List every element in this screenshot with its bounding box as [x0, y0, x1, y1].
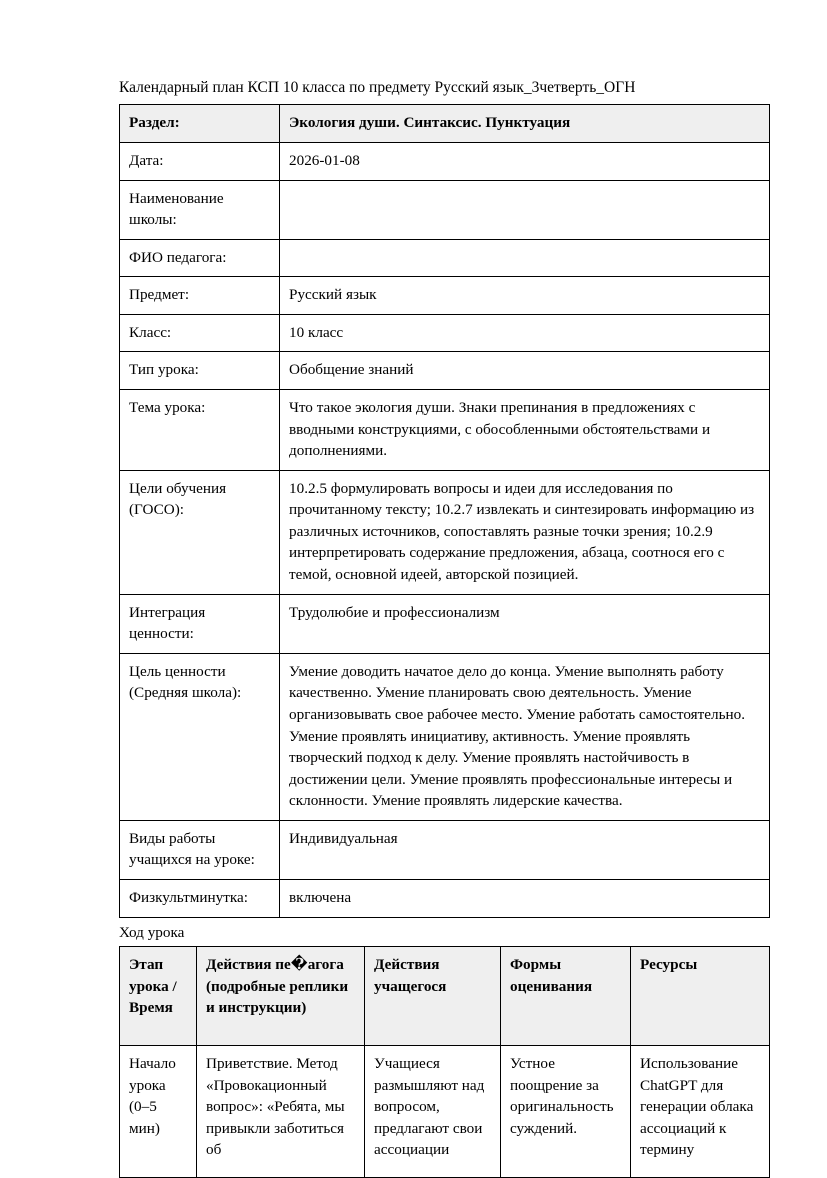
column-header-resources: Ресурсы [631, 947, 770, 1046]
table-row [120, 239, 770, 277]
info-label-school: Наименование школы: [120, 180, 280, 239]
table-row [120, 879, 770, 917]
info-value-value-integration: Трудолюбие и профессионализм [280, 594, 770, 653]
info-value-lesson-topic: Что такое экология души. Знаки препинания в предложениях с вводными конструкциями, с обособленными обстоятельствами и дополнениями. [280, 390, 770, 471]
info-value-work-types: Индивидуальная [280, 820, 770, 879]
info-value-subject: Русский язык [280, 277, 770, 315]
table-row [120, 142, 770, 180]
cell-assessment-forms: Устное поощрение за оригинальность суждений. [501, 1046, 631, 1178]
column-header-teacher-actions: Действия пе�агога (подробные реплики и инструкции) [197, 947, 365, 1046]
column-header-stage: Этап урока / Время [120, 947, 197, 1046]
info-value-data: 2026-01-08 [280, 142, 770, 180]
info-label-grade: Класс: [120, 314, 280, 352]
table-row [120, 180, 770, 239]
lesson-info-table-body [120, 105, 770, 917]
info-label-value-goal: Цель ценности (Средняя школа): [120, 653, 280, 820]
table-row [120, 390, 770, 471]
info-label-value-integration: Интеграция ценности: [120, 594, 280, 653]
info-label-razdel: Раздел: [120, 105, 280, 143]
table-header-row [120, 947, 770, 1046]
lesson-flow-caption: Ход урока [119, 923, 185, 941]
cell-resources: Использование ChatGPT для генерации облака ассоциаций к термину [631, 1046, 770, 1178]
table-row [120, 594, 770, 653]
table-row [120, 653, 770, 820]
table-row [120, 470, 770, 594]
info-label-lesson-type: Тип урока: [120, 352, 280, 390]
info-value-school [280, 180, 770, 239]
table-row [120, 314, 770, 352]
table-row [120, 820, 770, 879]
info-value-physical-break: включена [280, 879, 770, 917]
info-label-work-types: Виды работы учащихся на уроке: [120, 820, 280, 879]
info-value-value-goal: Умение доводить начатое дело до конца. Умение выполнять работу качественно. Умение планировать свою деятельность. Умение организовывать свое рабочее место. Умение работать самостоятельно. Умение проявлять инициативу, активность. Умение проявлять творческий подход к делу. Умение проявлять настойчивость в достижении цели. Умение проявлять профессиональные интересы и склонности. Умение проявлять лидерские качества. [280, 653, 770, 820]
info-value-razdel: Экология души. Синтаксис. Пунктуация [280, 105, 770, 143]
lesson-flow-table-head [120, 947, 770, 1046]
table-row [120, 277, 770, 315]
info-value-objectives: 10.2.5 формулировать вопросы и идеи для исследования по прочитанному тексту; 10.2.7 извлекать и синтезировать информацию из различных источников, сопоставлять разные точки зрения; 10.2.9 интерпретировать содержание предложения, абзаца, соотнося его с темой, основной идеей, авторской позицией. [280, 470, 770, 594]
lesson-flow-table [119, 946, 770, 1178]
info-label-subject: Предмет: [120, 277, 280, 315]
info-value-teacher-name [280, 239, 770, 277]
table-row [120, 352, 770, 390]
info-value-lesson-type: Обобщение знаний [280, 352, 770, 390]
cell-student-actions: Учащиеся размышляют над вопросом, предлагают свои ассоциации [365, 1046, 501, 1178]
table-row [120, 105, 770, 143]
table-row [120, 1046, 770, 1178]
info-label-data: Дата: [120, 142, 280, 180]
cell-stage: Начало урока (0–5 мин) [120, 1046, 197, 1178]
lesson-flow-table-body [120, 1046, 770, 1178]
column-header-student-actions: Действия учащегося [365, 947, 501, 1046]
page-title: Календарный план КСП 10 класса по предмету Русский язык_3четверть_ОГН [119, 79, 636, 96]
column-header-assessment-forms: Формы оценивания [501, 947, 631, 1046]
lesson-info-table [119, 104, 770, 917]
info-label-lesson-topic: Тема урока: [120, 390, 280, 471]
info-label-objectives: Цели обучения (ГОСО): [120, 470, 280, 594]
info-value-grade: 10 класс [280, 314, 770, 352]
cell-teacher-actions: Приветствие. Метод «Провокационный вопрос»: «Ребята, мы привыкли заботиться об [197, 1046, 365, 1178]
info-label-teacher-name: ФИО педагога: [120, 239, 280, 277]
info-label-physical-break: Физкультминутка: [120, 879, 280, 917]
